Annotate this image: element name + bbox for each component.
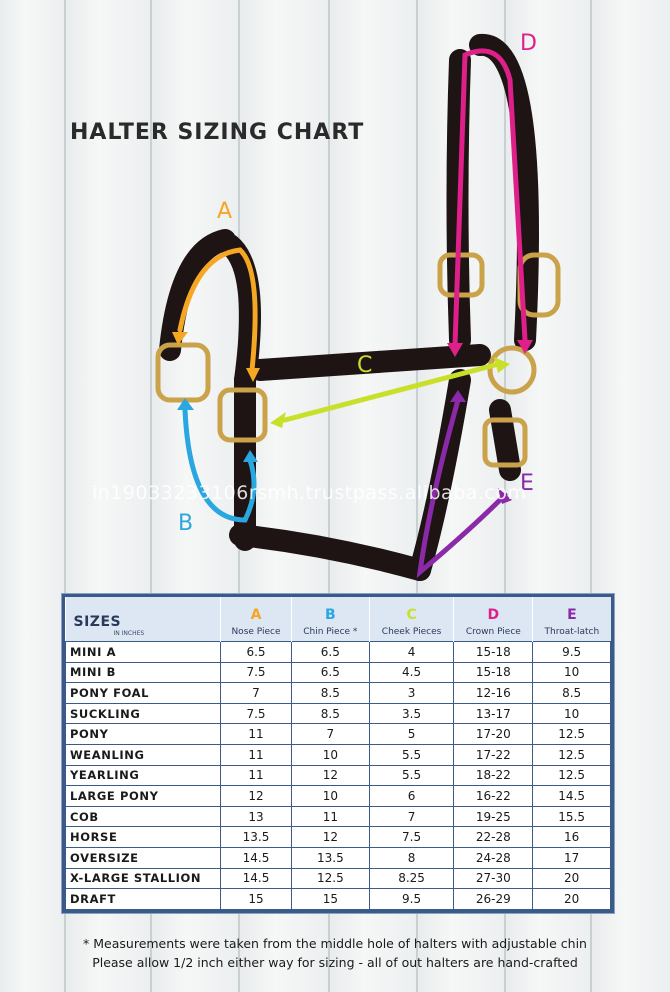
size-name-cell: MINI B bbox=[66, 662, 221, 683]
label-b: B bbox=[178, 511, 194, 536]
size-name-cell: LARGE PONY bbox=[66, 786, 221, 807]
measurement-cell: 6 bbox=[369, 786, 454, 807]
sizing-table-panel bbox=[62, 594, 614, 913]
measurement-cell: 10 bbox=[292, 786, 370, 807]
measurement-cell: 14.5 bbox=[221, 868, 292, 889]
measurement-cell: 17-20 bbox=[454, 724, 533, 745]
measurement-cell: 12.5 bbox=[533, 765, 611, 786]
sizing-table-body bbox=[66, 642, 611, 910]
measurement-cell: 20 bbox=[533, 868, 611, 889]
measurement-cell: 7 bbox=[369, 806, 454, 827]
measurement-cell: 6.5 bbox=[221, 642, 292, 663]
label-c: C bbox=[357, 353, 373, 378]
measurement-cell: 14.5 bbox=[221, 847, 292, 868]
measurement-cell: 7.5 bbox=[369, 827, 454, 848]
measurement-cell: 6.5 bbox=[292, 642, 370, 663]
table-row bbox=[66, 744, 611, 765]
footnote-measurements: * Measurements were taken from the middle hole of halters with adjustable chin bbox=[83, 936, 587, 951]
measurement-cell: 12 bbox=[292, 765, 370, 786]
measurement-cell: 20 bbox=[533, 889, 611, 910]
size-name-cell: OVERSIZE bbox=[66, 847, 221, 868]
header-cheek-pieces: C Cheek Pieces bbox=[369, 597, 454, 642]
measurement-cell: 17-22 bbox=[454, 744, 533, 765]
measurement-cell: 7 bbox=[292, 724, 370, 745]
size-name-cell: PONY FOAL bbox=[66, 683, 221, 704]
table-row bbox=[66, 868, 611, 889]
header-throat-latch: E Throat-latch bbox=[533, 597, 611, 642]
measurement-cell: 3 bbox=[369, 683, 454, 704]
measurement-cell: 16 bbox=[533, 827, 611, 848]
measurement-cell: 13.5 bbox=[221, 827, 292, 848]
measurement-cell: 10 bbox=[533, 662, 611, 683]
measurement-cell: 12 bbox=[221, 786, 292, 807]
measurement-cell: 8.5 bbox=[533, 683, 611, 704]
measurement-cell: 11 bbox=[292, 806, 370, 827]
measurement-cell: 6.5 bbox=[292, 662, 370, 683]
header-chin-piece: B Chin Piece * bbox=[292, 597, 370, 642]
measurement-cell: 10 bbox=[533, 703, 611, 724]
measurement-cell: 12.5 bbox=[533, 724, 611, 745]
measurement-cell: 24-28 bbox=[454, 847, 533, 868]
measurement-cell: 15 bbox=[292, 889, 370, 910]
measurement-cell: 13.5 bbox=[292, 847, 370, 868]
measurement-cell: 13 bbox=[221, 806, 292, 827]
measurement-cell: 4 bbox=[369, 642, 454, 663]
table-row bbox=[66, 724, 611, 745]
table-row bbox=[66, 642, 611, 663]
table-row bbox=[66, 806, 611, 827]
size-name-cell: DRAFT bbox=[66, 889, 221, 910]
table-row bbox=[66, 662, 611, 683]
measurement-cell: 16-22 bbox=[454, 786, 533, 807]
size-name-cell: HORSE bbox=[66, 827, 221, 848]
size-name-cell: PONY bbox=[66, 724, 221, 745]
size-name-cell: YEARLING bbox=[66, 765, 221, 786]
measurement-cell: 15.5 bbox=[533, 806, 611, 827]
measurement-cell: 19-25 bbox=[454, 806, 533, 827]
measurement-cell: 5.5 bbox=[369, 765, 454, 786]
measurement-cell: 12.5 bbox=[292, 868, 370, 889]
measurement-cell: 15-18 bbox=[454, 642, 533, 663]
footnote-handcrafted: Please allow 1/2 inch either way for sizing - all of out halters are hand-crafted bbox=[92, 955, 578, 970]
measurement-cell: 7.5 bbox=[221, 662, 292, 683]
size-name-cell: COB bbox=[66, 806, 221, 827]
measurement-cell: 12.5 bbox=[533, 744, 611, 765]
label-d: D bbox=[520, 31, 537, 56]
measurement-cell: 11 bbox=[221, 744, 292, 765]
header-crown-piece: D Crown Piece bbox=[454, 597, 533, 642]
measurement-cell: 12-16 bbox=[454, 683, 533, 704]
table-row bbox=[66, 703, 611, 724]
measurement-cell: 9.5 bbox=[369, 889, 454, 910]
measurement-cell: 15 bbox=[221, 889, 292, 910]
watermark-text: in1903323310​6rsmh.trustpass.alibaba.com bbox=[92, 482, 527, 504]
measurement-cell: 8 bbox=[369, 847, 454, 868]
label-a: A bbox=[217, 199, 233, 224]
measurement-cell: 8.5 bbox=[292, 703, 370, 724]
measurement-cell: 11 bbox=[221, 765, 292, 786]
measurement-cell: 17 bbox=[533, 847, 611, 868]
size-name-cell: X-LARGE STALLION bbox=[66, 868, 221, 889]
measurement-cell: 13-17 bbox=[454, 703, 533, 724]
measurement-cell: 18-22 bbox=[454, 765, 533, 786]
page-title: HALTER SIZING CHART bbox=[70, 120, 365, 145]
measurement-cell: 10 bbox=[292, 744, 370, 765]
measurement-cell: 26-29 bbox=[454, 889, 533, 910]
measurement-cell: 15-18 bbox=[454, 662, 533, 683]
measurement-cell: 5.5 bbox=[369, 744, 454, 765]
table-row bbox=[66, 786, 611, 807]
table-row bbox=[66, 827, 611, 848]
header-nose-piece: A Nose Piece bbox=[221, 597, 292, 642]
table-header-row bbox=[66, 597, 611, 642]
measurement-cell: 14.5 bbox=[533, 786, 611, 807]
measurement-cell: 8.5 bbox=[292, 683, 370, 704]
sizes-header: SIZES IN INCHES bbox=[66, 597, 221, 642]
measurement-cell: 7.5 bbox=[221, 703, 292, 724]
measurement-cell: 5 bbox=[369, 724, 454, 745]
measurement-cell: 4.5 bbox=[369, 662, 454, 683]
table-row bbox=[66, 889, 611, 910]
sizing-table bbox=[65, 597, 611, 910]
measurement-cell: 12 bbox=[292, 827, 370, 848]
measurement-cell: 22-28 bbox=[454, 827, 533, 848]
measurement-cell: 27-30 bbox=[454, 868, 533, 889]
table-row bbox=[66, 765, 611, 786]
table-row bbox=[66, 683, 611, 704]
measurement-cell: 11 bbox=[221, 724, 292, 745]
label-e: E bbox=[520, 471, 534, 496]
size-name-cell: WEANLING bbox=[66, 744, 221, 765]
measurement-cell: 7 bbox=[221, 683, 292, 704]
table-row bbox=[66, 847, 611, 868]
size-name-cell: MINI A bbox=[66, 642, 221, 663]
measurement-cell: 8.25 bbox=[369, 868, 454, 889]
size-name-cell: SUCKLING bbox=[66, 703, 221, 724]
measurement-cell: 9.5 bbox=[533, 642, 611, 663]
measurement-cell: 3.5 bbox=[369, 703, 454, 724]
